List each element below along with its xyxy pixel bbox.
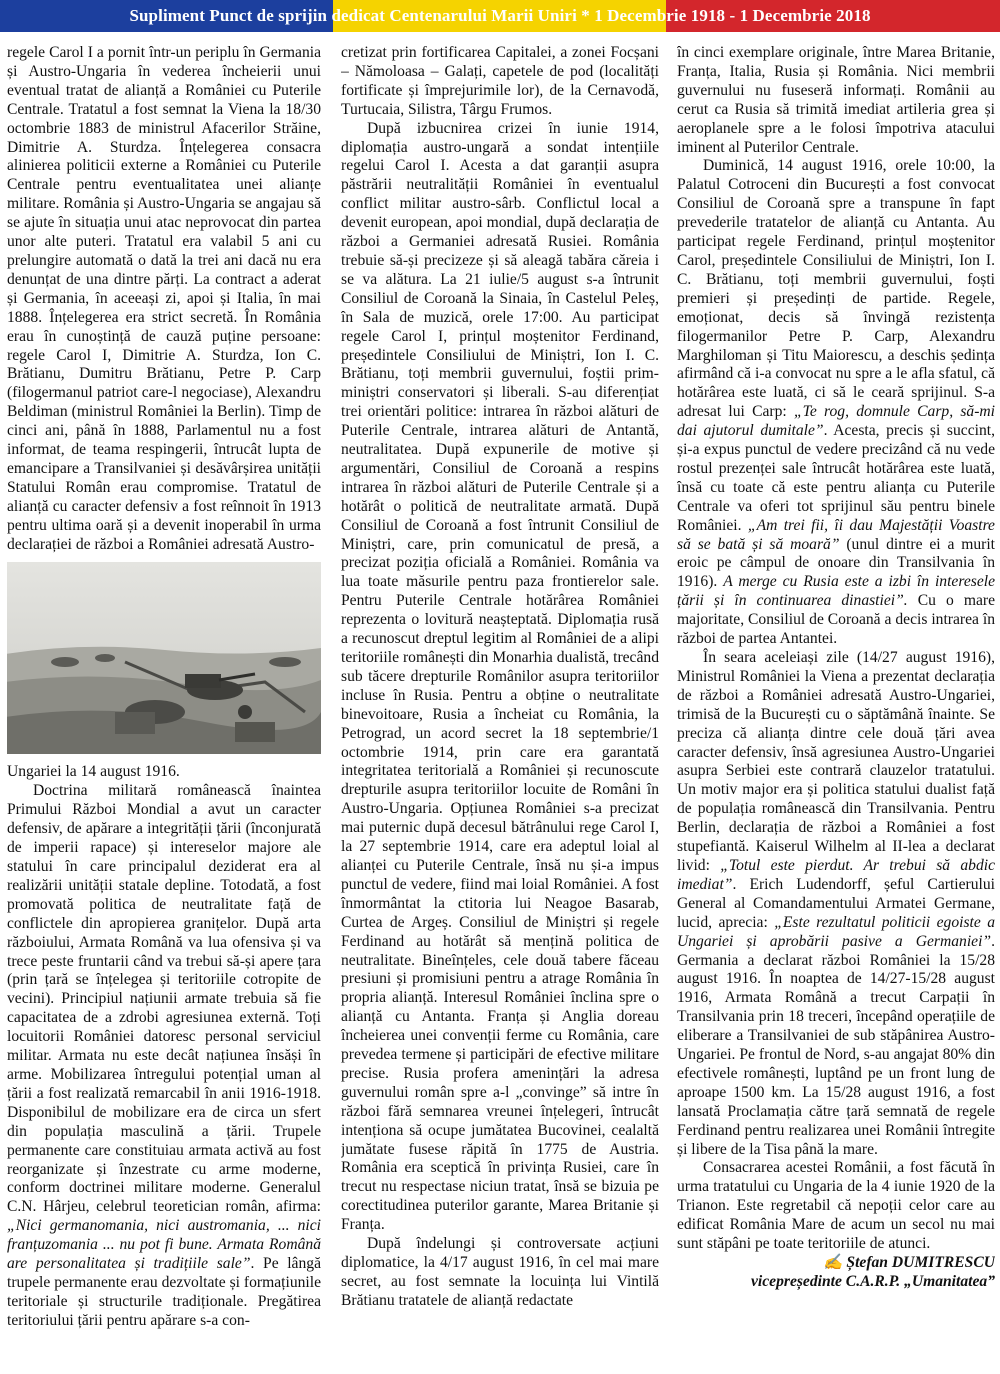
- column-1: [7, 44, 321, 1331]
- quote: „Este rezultatul politicii egoiste a Ungariei și aprobării pasive a Germaniei”: [677, 913, 995, 950]
- signature: [677, 1254, 995, 1292]
- paragraph: cretizat prin fortificarea Capitalei, a zonei Focșani – Nămoloasa – Galați, capetele de pod (localități fortificate și împrejurimile lor), de la Cernavodă, Turtucaia, Silistra, Târgu Frumos.: [341, 44, 659, 118]
- paragraph: Ungariei la 14 august 1916.: [7, 763, 180, 781]
- paragraph: După izbucnirea crizei în iunie 1914, diplomația austro-ungară a sondat intențiile regelui Carol I. Acesta a dat garanții asupra păstrării neutralității României în eventualul conflict militar austro-sârb. Conflictul local a devenit european, apoi mondial, după declarația de război a Germaniei adresată Rusiei. România trebuie să-și precizeze și să aleagă tabăra căreia i se va alătura. La 21 iulie/5 august s-a întrunit Consiliul de Coroană la Sinaia, în Castelul Peleș, în Sala de muzică, orele 17:00. Au participat regele Carol I, prințul moștenitor Ferdinand, președintele Consiliului de Miniștri, Ion I. C. Brătianu, toți membrii guvernului, foștii prim-miniștri conservatori și liberali. S-au diferențiat trei orientări politice: intrarea în război alături de Puterile Centrale, intrarea alături de Antantă, neutralitatea. După expunerile de motive și argumentări, Consiliul de Coroană a respins intrarea în război alături de Puterile Centrale și a hotărât o politică de neutralitate armată. După Consiliul de Coroană a fost întrunit Consiliul de Miniștri, care, prin comunicatul de presă, a precizat poziția oficială a României. România va lua toate măsurile pentru paza frontierelor sale. Pentru Puterile Centrale hotărârea României reprezenta o lovitură neașteptată. Diplomația rusă a recunoscut dreptul legitim al României de a alipi teritoriile românești din Monarhia dualistă, trecând sub tăcere drepturile Românilor asupra teritoriilor incluse în Rusia. Pentru a obține o neutralitate binevoitoare, Rusia a încheiat cu România, la Petrograd, un acord secret la 18 septembrie/1 octombrie 1914, prin care era garantată integritatea teritorială a României și recunoscute drepturile asupra teritoriilor locuite de Români în Austro-Ungaria. Opțiunea României s-a precizat mai puternic după decesul bătrânului rege Carol I, la 27 septembrie 1914, care era adeptul loial al alianței cu Puterile Centrale, însă nu și-a impus punctul de vedere, fiind mai loial României. A fost înmormântat la ctitoria lui Neagoe Basarab, Curtea de Argeș. Consiliul de Miniștri și regele Ferdinand au hotărât să mențină politica de neutralitate. Bineînțeles, cele două tabere făceau presiuni și promisiuni pentru a atrage România în propria alianță. Interesul României înclina spre o alianță cu Antanta. Franța și Anglia doreau încheierea unei convenții ferme cu România, care prevedea termene și participări de efective militare precise. Rusia profera amenințări la adresa guvernului român spre a-l „convinge” să intre în război fără semnarea vreunei înțelegeri, întrucât intenționa să ocupe jumătatea Bucovinei, cealaltă jumătate fusese răpită în 1775 de Austria. România era sceptică în privința Rusiei, care în trecut nu respectase niciun tratat, însă se bizuia pe corectitudinea puterilor garante, Marea Britanie și Franța.: [341, 119, 659, 1234]
- paragraph: După îndelungi și controversate acțiuni diplomatice, la 4/17 august 1916, în cel mai mare secret, au fost semnate la locuința lui Vintilă Brătianu tratatele de alianță redactate: [341, 1235, 659, 1309]
- paragraph: în cinci exemplare originale, între Marea Britanie, Franța, Italia, Rusia și România. Nici membrii guvernului nu fuseseră informați. Românii au cerut ca Rusia să trimită imediat artileria grea și aeroplanele spre a le folosi împotriva atacului iminent al Puterilor Centrale.: [677, 44, 995, 156]
- column-3: [677, 44, 995, 1374]
- header-banner: [0, 0, 1000, 32]
- paragraph: Doctrina militară românească înaintea Primului Război Mondial a avut un caracter defensiv, de apărare a integrității țării (înconjurată de imperii rapace) și intereselor majore ale statului în care principalul deziderat era al realizării unității statale depline. Totodată, a fost promovată politica de neutralitate față de conflictele din apropierea granițelor. După arta războiului, Armata Română va lua ofensiva și va trece peste fruntarii când va trebui să-și apere țara (prin țară se înțelegea și teritoriile cotropite de vecini). Principiul națiunii armate trebuia să fie capacitatea de a zdrobi agresiunea externă. Toți locuitorii României datoresc personal serviciul militar. Armata nu este decât națiunea însăși în arme. Mobilizarea întregului potențial uman al țării a fost realizată remarcabil în anii 1916-1918. Disponibilul de mobilizare era de circa un sfert din populația masculină a țării. Trupele permanente care constituiau armata activă au fost reorganizate și înzestrate cu arme moderne, conform doctrinei militare moderne. Generalul C.N. Hârjeu, celebrul teoretician român, afirma: „Nici germanomania, nici austromania, ... nici franțuzomania ... nu pot fi bune. Armata Română are personalitatea și tradițiile sale”. Pe lângă trupele permanente erau dezvoltate și formațiunile teritoriale și structurile tradiționale. Pregătirea teritoriului țării pentru apărare s-a con-: [7, 782, 321, 1329]
- paragraph: Duminică, 14 august 1916, orele 10:00, la Palatul Cotroceni din București a fost convocat Consiliul de Coroană spre a transpune în fapt prevederile tratatelor de alianță cu Antanta. Au participat regele Ferdinand, prințul moștenitor Carol, președintele Consiliului de Miniștri, Ion I. C. Brătianu, toți membrii guvernului, foști premieri și președinți de partide. Regele, emoționat, decis să învingă rezistența filogermanilor Petre P. Carp, Alexandru Marghiloman și Titu Maiorescu, a deschis ședința afirmând că i-a convocat nu spre a le afla sfatul, că hotărârea este luată, ci să le ceară sprijinul. S-a adresat lui Carp: „Te rog, domnule Carp, să-mi dai ajutorul dumitale”. Acesta, precis și succint, și-a expus punctul de vedere precizând că nu vede rostul prezenței sale întrucât hotărârea este luată, însă cu toate că este pentru alianța cu Puterile Centrale va oferi tot sprijinul său pentru binele României. „Am trei fii, îi dau Majestății Voastre să se bată și să moară” (unul dintre ei a murit eroic pe câmpul de onoare din Transilvania în 1916). A merge cu Rusia este a izbi în interesele țării și în continuarea dinastiei”. Cu o mare majoritate, Consiliul de Coroană a decis intrarea în război de partea Antantei.: [677, 157, 995, 648]
- banner-title: Supliment Punct de sprijin dedicat Centenarului Marii Uniri * 1 Decembrie 1918 - 1 Decembrie 2018: [129, 6, 871, 25]
- paragraph: În seara aceleiași zile (14/27 august 1916), Ministrul României la Viena a prezentat declarația de război a României adresată Austro-Ungariei, trimisă de la București cu o săptămână înainte. Se preciza că alianța dintre cele două țări avea caracter defensiv, însă agresiunea Austro-Ungariei asupra Serbiei este contrară clauzelor tratatului. Un motiv major era și politica statului dualist față de populația românească din Transilvania. Pentru Berlin, declarația de război a României a fost stupefiantă. Kaiserul Wilhelm al II-lea a declarat livid: „Totul este pierdut. Ar trebui să abdic imediat”. Erich Ludendorff, șeful Cartierului General al Comandamentului Armatei Germane, lucid, aprecia: „Este rezultatul politicii egoiste a Ungariei și aprobării pasive a Germaniei”. Germania a declarat război României la 15/28 august 1916. În noaptea de 14/27-15/28 august 1916, Armata Română a trecut Carpații în Transilvania prin 18 treceri, începând operațiile de eliberare a Transilvaniei de sub stăpânirea Austro-Ungariei. Pe frontul de Nord, s-au angajat 80% din efectivele românești, luptând pe un front lung de aproape 1500 km. La 15/28 august 1916, a fost lansată Proclamația către țară semnată de regele Ferdinand pentru realizarea unei Românii întregite și libere de la Tisa până la mare.: [677, 649, 995, 1158]
- quote: „Totul este pierdut. Ar trebui să abdic imediat”: [677, 856, 995, 893]
- paragraph: Consacrarea acestei Românii, a fost făcută în urma tratatului cu Ungaria de la 4 iunie 1920 de la Trianon. Este regretabil că nepoții celor care au edificat România Mare de acum un secol nu mai sunt stăpâni pe toate teritoriile de atunci.: [677, 1159, 995, 1253]
- pen-icon: ✍: [823, 1254, 847, 1271]
- author-title: vicepreședinte C.A.R.P. „Umanitatea”: [750, 1272, 995, 1290]
- paragraph: regele Carol I a pornit într-un periplu în Germania și Austro-Ungaria în vederea încheierii unui eventual tratat de alianță a României cu Puterile Centrale. Tratatul a fost semnat la Viena la 18/30 octombrie 1883 de ministrul Afacerilor Străine, Dimitrie A. Sturdza. Înțelegerea consacra alinierea politicii externe a României cu Puterile Centrale pentru eventualitatea unei alianțe militare. România și Austro-Ungaria se angajau să se ajute în situația unui atac neprovocat din partea unor alte puteri. Tratatul era valabil 5 ani cu prelungire automată o dată la trei ani dacă nu era denunțat de una dintre părți. La contract a aderat și Germania, în aceeași zi, apoi și Italia, în mai 1888. Înțelegerea era strict secretă. În România erau în cunoștință de cauză puține persoane: regele Carol I, Dimitrie A. Sturdza, Ion C. Brătianu, Dumitru Brătianu, Petre P. Carp (filogermanul patriot care-l negociase), Alexandru Beldiman (ministrul României la Berlin). Timp de cinci ani, până în 1888, Parlamentul nu a fost informat, de teama respingerii, întrucât lupta de emancipare a Transilvaniei și desăvârșirea unității Statului Român erau compromise. Tratatul de alianță cu caracter defensiv a fost reînnoit în 1913 pentru ultima oară și a devenit inoperabil în urma declarației de război a României adresată Austro-: [7, 44, 321, 553]
- quote: „Te rog, domnule Carp, să-mi dai ajutorul dumitale”: [677, 403, 995, 440]
- quote: A merge cu Rusia este a izbi în interesele țării și în continuarea dinastiei”.: [677, 573, 995, 610]
- quote: „Am trei fii, îi dau Majestății Voastre să se bată și să moară”: [677, 516, 995, 553]
- war-photo: [7, 562, 321, 754]
- author-name: Ștefan DUMITRESCU: [846, 1254, 995, 1271]
- column-2: [341, 44, 659, 1374]
- quote: „Nici germanomania, nici austromania, ... nici franțuzomania ... nu pot fi bune. Armata Română are personalitatea și tradițiile sale”: [7, 1217, 321, 1273]
